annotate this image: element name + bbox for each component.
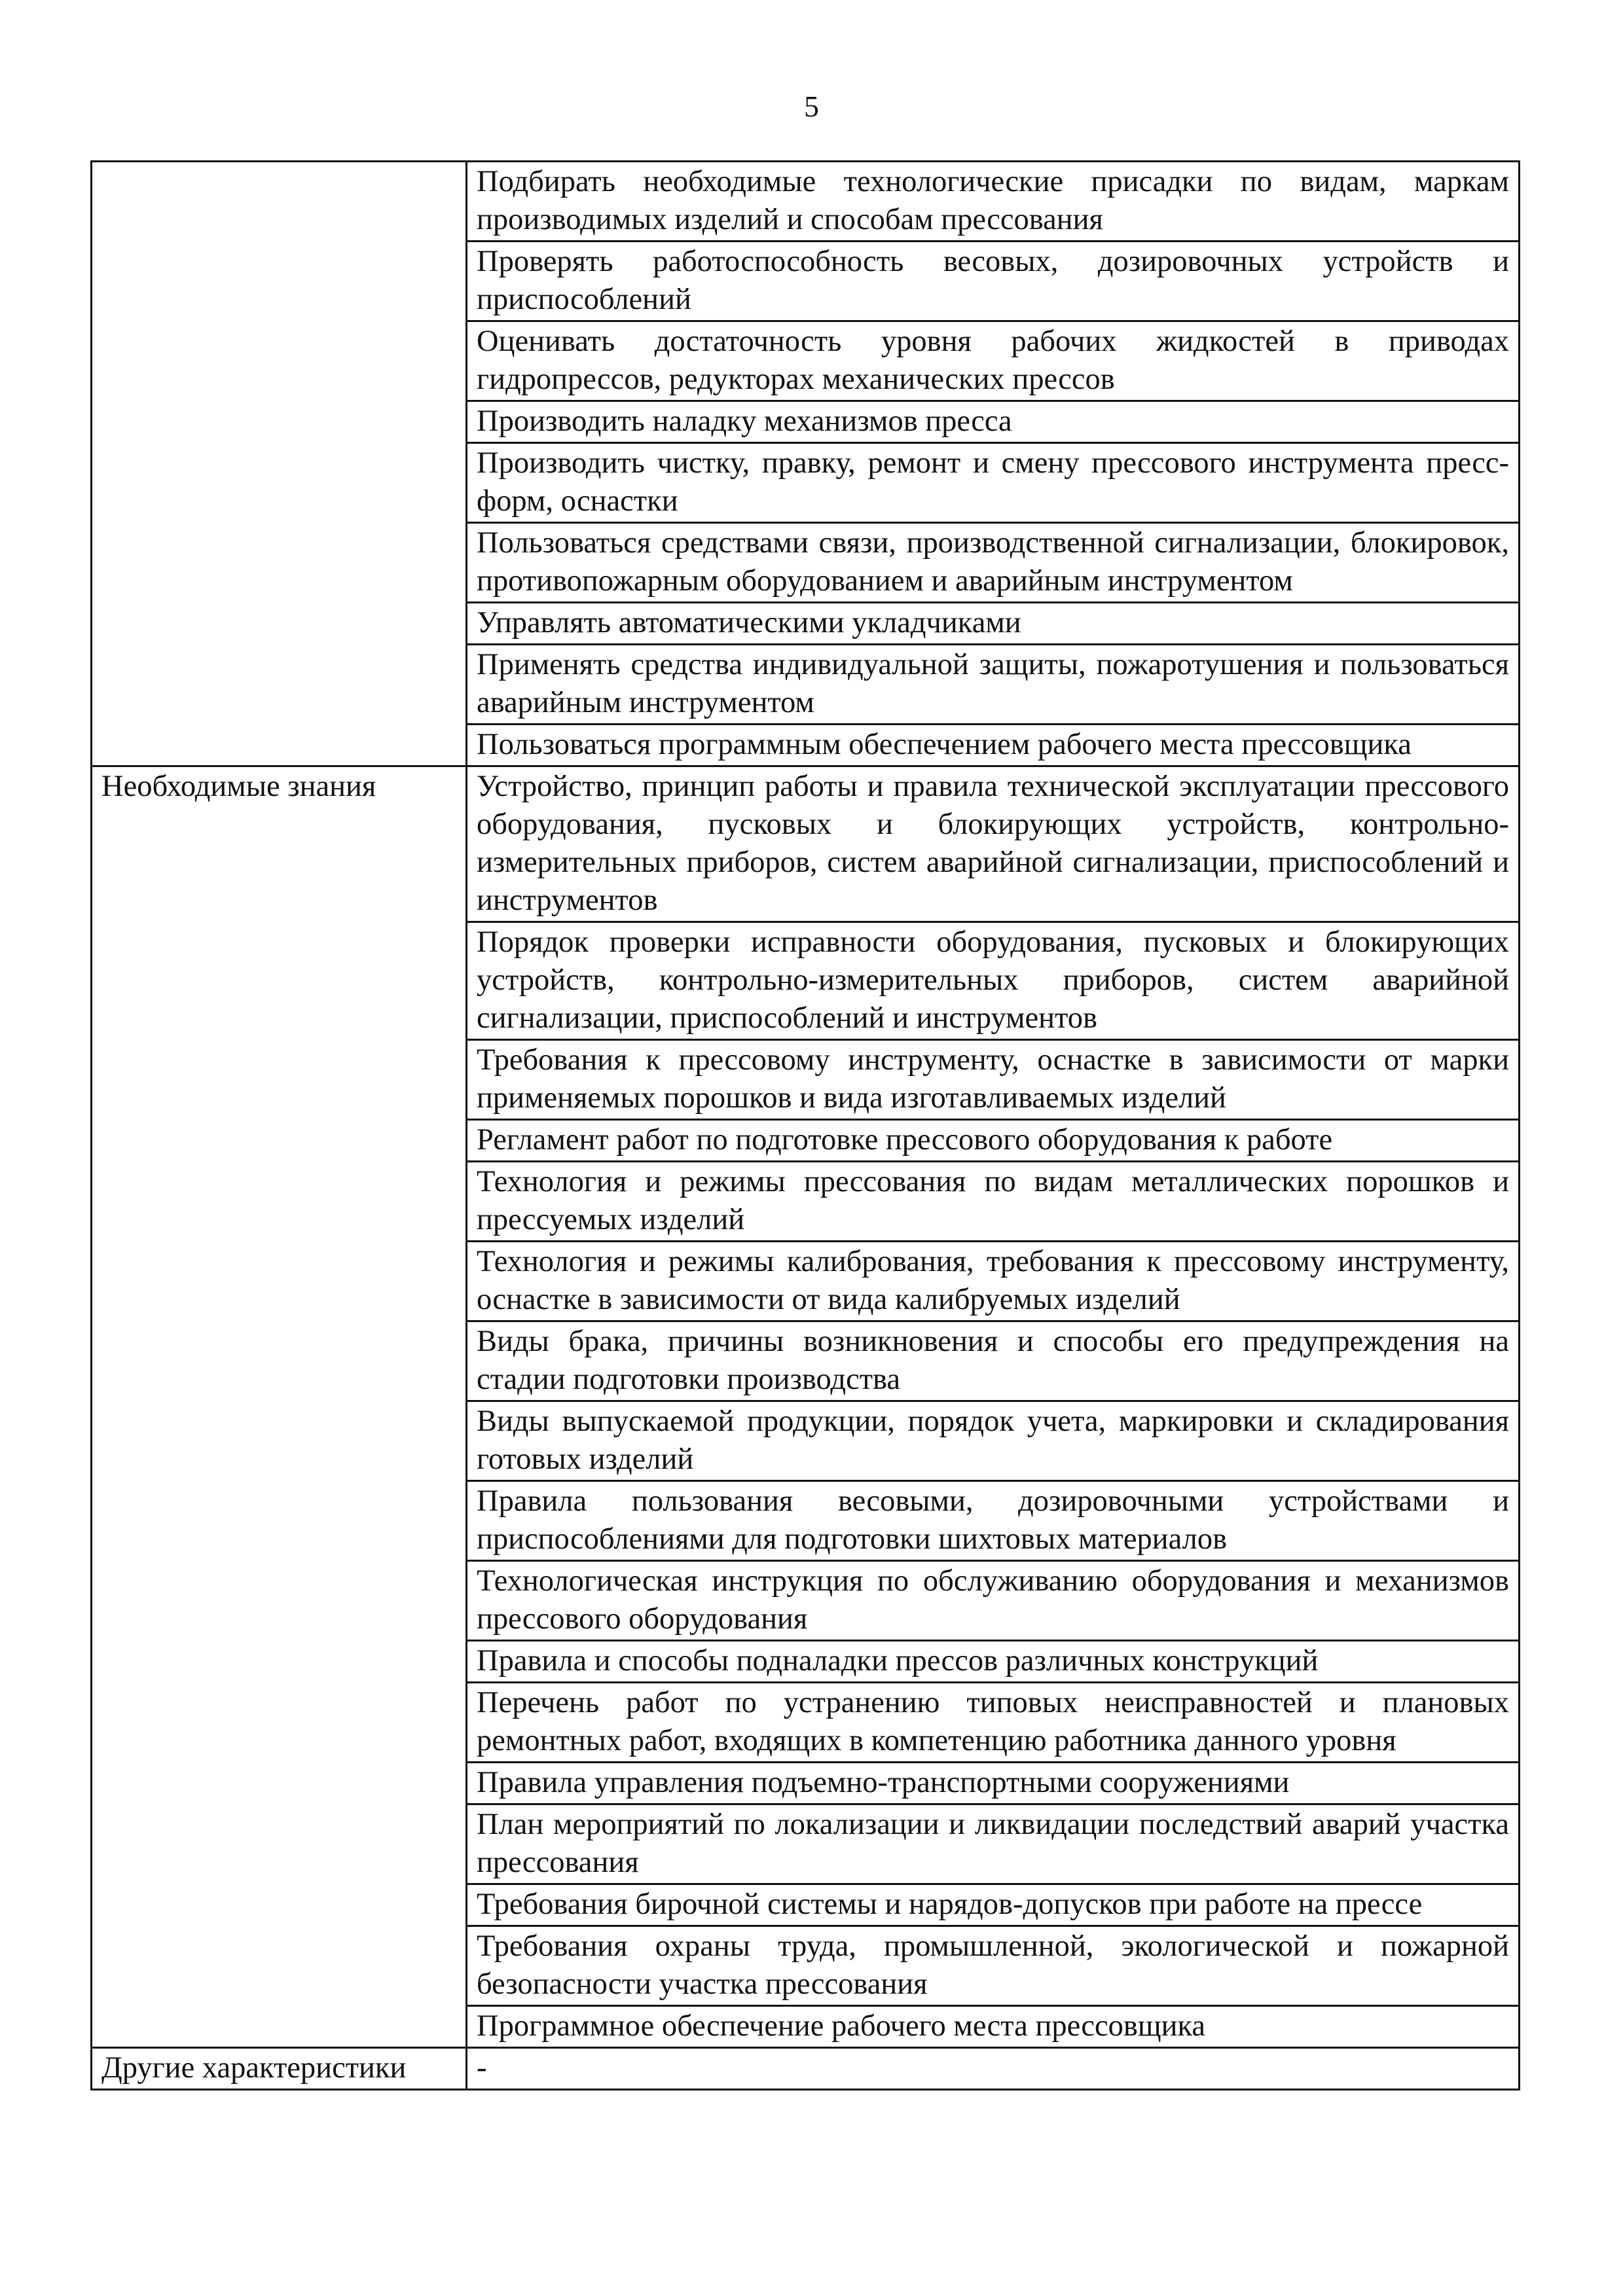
knowledge-item: Порядок проверки исправности оборудования, пусковых и блокирующих устройств, контрольно-измерительных приборов, систем аварийной сигнализации, приспособлений и инструментов	[467, 922, 1520, 1040]
skills-item: Производить чистку, правку, ремонт и смену прессового инструмента пресс-форм, оснастки	[467, 443, 1520, 523]
table-body	[92, 162, 1520, 2090]
knowledge-item: Технология и режимы калибрования, требования к прессовому инструменту, оснастке в зависимости от вида калибруемых изделий	[467, 1242, 1520, 1321]
knowledge-item: Правила пользования весовыми, дозировочными устройствами и приспособлениями для подготовки шихтовых материалов	[467, 1481, 1520, 1561]
knowledge-label: Необходимые знания	[92, 766, 467, 2048]
skills-item: Пользоваться средствами связи, производственной сигнализации, блокировок, противопожарным оборудованием и аварийным инструментом	[467, 523, 1520, 603]
knowledge-item: Программное обеспечение рабочего места прессовщика	[467, 2006, 1520, 2048]
skills-item: Управлять автоматическими укладчиками	[467, 603, 1520, 645]
knowledge-item: Виды выпускаемой продукции, порядок учета, маркировки и складирования готовых изделий	[467, 1401, 1520, 1481]
knowledge-item: Требования бирочной системы и нарядов-допусков при работе на прессе	[467, 1884, 1520, 1926]
skills-item: Производить наладку механизмов пресса	[467, 401, 1520, 443]
knowledge-item: Требования охраны труда, промышленной, экологической и пожарной безопасности участка прессования	[467, 1926, 1520, 2006]
knowledge-item: План мероприятий по локализации и ликвидации последствий аварий участка прессования	[467, 1804, 1520, 1884]
knowledge-item: Виды брака, причины возникновения и способы его предупреждения на стадии подготовки производства	[467, 1321, 1520, 1401]
skills-item: Подбирать необходимые технологические присадки по видам, маркам производимых изделий и способам прессования	[467, 162, 1520, 242]
knowledge-item: Технологическая инструкция по обслуживанию оборудования и механизмов прессового оборудования	[467, 1561, 1520, 1641]
other-characteristics-value: -	[467, 2048, 1520, 2090]
skills-label	[92, 162, 467, 766]
knowledge-item: Требования к прессовому инструменту, оснастке в зависимости от марки применяемых порошков и вида изготавливаемых изделий	[467, 1040, 1520, 1120]
other-characteristics-row	[92, 2048, 1520, 2090]
knowledge-item: Устройство, принцип работы и правила технической эксплуатации прессового оборудования, пусковых и блокирующих устройств, контрольно-измерительных приборов, систем аварийной сигнализации, приспособлений и инструментов	[467, 766, 1520, 922]
skills-item: Оценивать достаточность уровня рабочих жидкостей в приводах гидропрессов, редукторах механических прессов	[467, 321, 1520, 401]
skills-item: Применять средства индивидуальной защиты, пожаротушения и пользоваться аварийным инструментом	[467, 645, 1520, 725]
knowledge-item: Правила управления подъемно-транспортными сооружениями	[467, 1763, 1520, 1804]
skills-row	[92, 162, 1520, 242]
knowledge-item: Регламент работ по подготовке прессового оборудования к работе	[467, 1120, 1520, 1162]
other-characteristics-label: Другие характеристики	[92, 2048, 467, 2090]
skills-item: Пользоваться программным обеспечением рабочего места прессовщика	[467, 725, 1520, 766]
qualification-table	[90, 160, 1520, 2090]
knowledge-item: Технология и режимы прессования по видам металлических порошков и прессуемых изделий	[467, 1162, 1520, 1242]
knowledge-item: Перечень работ по устранению типовых неисправностей и плановых ремонтных работ, входящих в компетенцию работника данного уровня	[467, 1683, 1520, 1763]
page-number: 5	[804, 90, 819, 123]
skills-item: Проверять работоспособность весовых, дозировочных устройств и приспособлений	[467, 242, 1520, 321]
knowledge-row	[92, 766, 1520, 922]
knowledge-item: Правила и способы подналадки прессов различных конструкций	[467, 1641, 1520, 1683]
